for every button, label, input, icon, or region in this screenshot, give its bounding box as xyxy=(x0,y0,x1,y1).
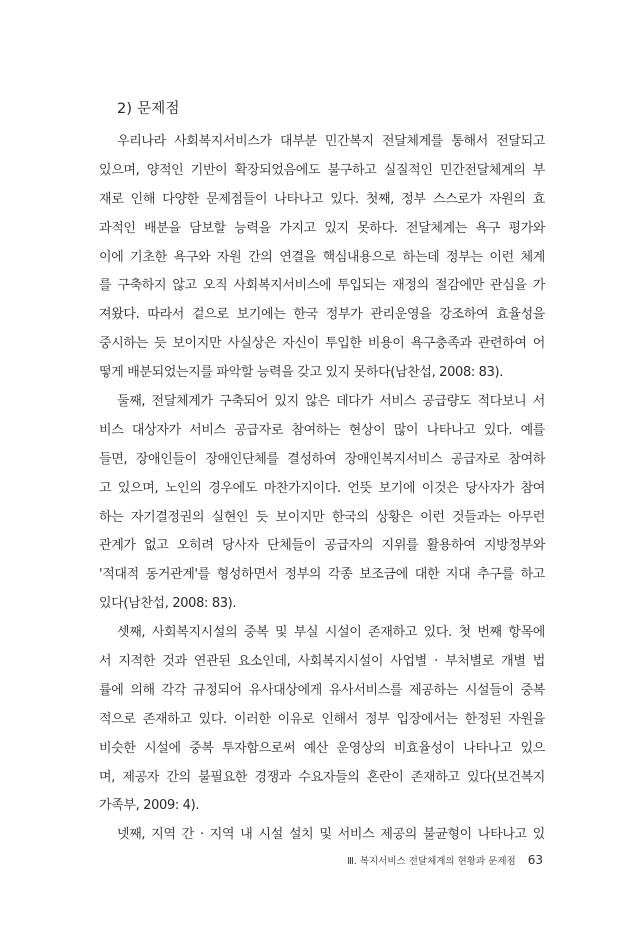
chapter-title: Ⅲ. 복지서비스 전달체계의 현황과 문제점 xyxy=(347,856,516,867)
body-line: 셋째, 사회복지시설의 중복 및 부실 시설이 존재하고 있다. 첫 번째 항목에 xyxy=(117,625,545,641)
body-line: 넷째, 지역 간 · 지역 내 시설 설치 및 서비스 제공의 불균형이 나타나고 있 xyxy=(117,827,545,843)
body-line: 률에 의해 각각 규정되어 유사대상에게 유사서비스를 제공하는 시설들이 중복 xyxy=(99,682,545,698)
body-line: 를 구축하지 않고 오직 사회복지서비스에 투입되는 재정의 절감에만 관심을 가 xyxy=(99,278,545,294)
body-line: 우리나라 사회복지서비스가 대부분 민간복지 전달체계를 통해서 전달되고 xyxy=(117,134,545,149)
body-line: 서 지적한 것과 연관된 요소인데, 사회복지시설이 사업별 · 부처별로 개별 법 xyxy=(99,654,545,670)
body-line: 있으며, 양적인 기반이 확장되었음에도 불구하고 실질적인 민간전달체계의 부 xyxy=(99,162,545,178)
body-line: 관계가 없고 오히려 당사자 단체들이 공급자의 지위를 활용하여 지방정부와 xyxy=(99,538,545,554)
body-line: 가족부, 2009: 4). xyxy=(99,798,200,814)
body-line: 비슷한 시설에 중복 투자함으로써 예산 운영상의 비효율성이 나타나고 있으 xyxy=(99,740,545,756)
body-line: 둘째, 전달체계가 구축되어 있지 않은 데다가 서비스 공급량도 적다보니 서 xyxy=(117,394,545,410)
page-number: 63 xyxy=(527,853,543,867)
body-text xyxy=(99,128,545,850)
body-line: '적대적 동거관계'를 형성하면서 정부의 각종 보조금에 대한 지대 추구를 하고 xyxy=(99,567,545,583)
body-line: 떻게 배분되었는지를 파악할 능력을 갖고 있지 못하다(남찬섭, 2008: 83). xyxy=(99,365,504,381)
body-line: 하는 자기결정권의 실현인 듯 보이지만 한국의 상황은 이런 것들과는 아무런 xyxy=(99,509,545,525)
section-heading: 2) 문제점 xyxy=(117,101,180,117)
page-footer xyxy=(347,853,543,867)
body-line: 과적인 배분을 담보할 능력을 가지고 있지 못하다. 전달체계는 욕구 평가와 xyxy=(99,220,545,236)
body-line: 비스 대상자가 서비스 공급자로 참여하는 현상이 많이 나타나고 있다. 예를 xyxy=(99,422,545,438)
body-line: 며, 제공자 간의 불필요한 경쟁과 수요자들의 혼란이 존재하고 있다(보건복지 xyxy=(99,769,545,785)
body-line: 들면, 장애인들이 장애인단체를 결성하여 장애인복지서비스 공급자로 참여하 xyxy=(99,451,545,467)
body-line: 재로 인해 다양한 문제점들이 나타나고 있다. 첫째, 정부 스스로가 자원의 효 xyxy=(99,191,545,207)
body-line: 적으로 존재하고 있다. 이러한 이유로 인해서 정부 입장에서는 한정된 자원을 xyxy=(99,711,545,727)
body-line: 있다(남찬섭, 2008: 83). xyxy=(99,596,237,612)
body-line: 이에 기초한 욕구와 자원 간의 연결을 핵심내용으로 하는데 정부는 이런 체계 xyxy=(99,249,545,265)
body-line: 고 있으며, 노인의 경우에도 마찬가지이다. 언뜻 보기에 이것은 당사자가 참여 xyxy=(99,480,545,496)
body-line: 져왔다. 따라서 겉으로 보기에는 한국 정부가 관리운영을 강조하여 효율성을 xyxy=(99,307,545,323)
body-line: 중시하는 듯 보이지만 사실상은 자신이 투입한 비용이 욕구충족과 관련하여 어 xyxy=(99,336,545,352)
